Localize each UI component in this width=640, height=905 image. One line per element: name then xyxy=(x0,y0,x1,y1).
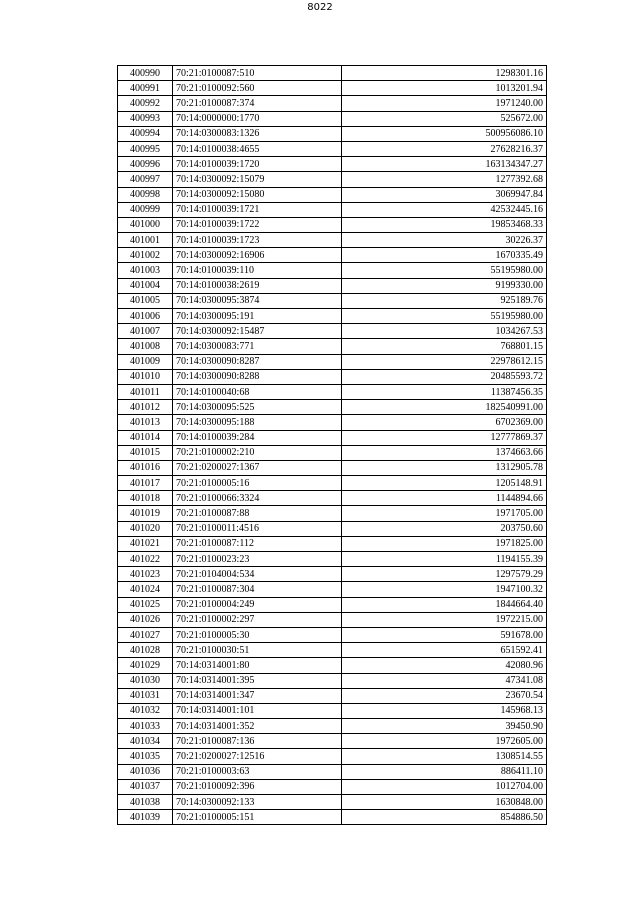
value-cell: 1194155.39 xyxy=(342,552,547,567)
table-row xyxy=(118,703,547,718)
cadastral-number-cell: 70:21:0100005:16 xyxy=(173,476,342,491)
cadastral-number-cell: 70:14:0314001:395 xyxy=(173,673,342,688)
cadastral-number-cell: 70:14:0100038:4655 xyxy=(173,141,342,156)
value-cell: 11387456.35 xyxy=(342,384,547,399)
value-cell: 1312905.78 xyxy=(342,460,547,475)
table-row xyxy=(118,445,547,460)
cadastral-number-cell: 70:21:0100087:88 xyxy=(173,506,342,521)
cadastral-number-cell: 70:14:0100039:1722 xyxy=(173,217,342,232)
row-id-cell: 401004 xyxy=(118,278,173,293)
table-row xyxy=(118,460,547,475)
value-cell: 1972605.00 xyxy=(342,734,547,749)
table-row xyxy=(118,157,547,172)
table-row xyxy=(118,400,547,415)
row-id-cell: 401035 xyxy=(118,749,173,764)
table-row xyxy=(118,187,547,202)
row-id-cell: 401005 xyxy=(118,293,173,308)
row-id-cell: 401026 xyxy=(118,612,173,627)
row-id-cell: 401013 xyxy=(118,415,173,430)
table-row xyxy=(118,506,547,521)
cadastral-number-cell: 70:21:0100087:136 xyxy=(173,734,342,749)
value-cell: 1374663.66 xyxy=(342,445,547,460)
row-id-cell: 400992 xyxy=(118,96,173,111)
row-id-cell: 401025 xyxy=(118,597,173,612)
value-cell: 1972215.00 xyxy=(342,612,547,627)
cadastral-number-cell: 70:14:0100039:1721 xyxy=(173,202,342,217)
cadastral-number-cell: 70:21:0100005:30 xyxy=(173,627,342,642)
row-id-cell: 400999 xyxy=(118,202,173,217)
cadastral-number-cell: 70:14:0300092:15487 xyxy=(173,324,342,339)
row-id-cell: 401039 xyxy=(118,810,173,825)
table-row xyxy=(118,597,547,612)
row-id-cell: 401017 xyxy=(118,476,173,491)
table-row xyxy=(118,354,547,369)
value-cell: 27628216.37 xyxy=(342,141,547,156)
table-row xyxy=(118,719,547,734)
table-row xyxy=(118,81,547,96)
cadastral-number-cell: 70:14:0300095:191 xyxy=(173,309,342,324)
value-cell: 9199330.00 xyxy=(342,278,547,293)
table-row xyxy=(118,339,547,354)
value-cell: 30226.37 xyxy=(342,233,547,248)
value-cell: 203750.60 xyxy=(342,521,547,536)
row-id-cell: 401016 xyxy=(118,460,173,475)
table-row xyxy=(118,795,547,810)
cadastral-number-cell: 70:14:0100039:1720 xyxy=(173,157,342,172)
row-id-cell: 401021 xyxy=(118,536,173,551)
value-cell: 768801.15 xyxy=(342,339,547,354)
table-row xyxy=(118,263,547,278)
row-id-cell: 401010 xyxy=(118,369,173,384)
cadastral-number-cell: 70:21:0100002:297 xyxy=(173,612,342,627)
cadastral-number-cell: 70:21:0100092:396 xyxy=(173,779,342,794)
row-id-cell: 401011 xyxy=(118,384,173,399)
row-id-cell: 401019 xyxy=(118,506,173,521)
value-cell: 525672.00 xyxy=(342,111,547,126)
cadastral-number-cell: 70:14:0100039:284 xyxy=(173,430,342,445)
cadastral-number-cell: 70:14:0100038:2619 xyxy=(173,278,342,293)
row-id-cell: 401027 xyxy=(118,627,173,642)
row-id-cell: 400994 xyxy=(118,126,173,141)
cadastral-number-cell: 70:21:0200027:12516 xyxy=(173,749,342,764)
table-row xyxy=(118,384,547,399)
table-row xyxy=(118,309,547,324)
table-row xyxy=(118,293,547,308)
table-row xyxy=(118,627,547,642)
cadastral-number-cell: 70:14:0314001:347 xyxy=(173,688,342,703)
cadastral-number-cell: 70:21:0104004:534 xyxy=(173,567,342,582)
table-row xyxy=(118,673,547,688)
table-row xyxy=(118,202,547,217)
table-row xyxy=(118,810,547,825)
value-cell: 3069947.84 xyxy=(342,187,547,202)
cadastral-number-cell: 70:14:0100039:1723 xyxy=(173,233,342,248)
table-row xyxy=(118,126,547,141)
value-cell: 1971240.00 xyxy=(342,96,547,111)
row-id-cell: 401008 xyxy=(118,339,173,354)
row-id-cell: 401023 xyxy=(118,567,173,582)
cadastral-number-cell: 70:21:0100011:4516 xyxy=(173,521,342,536)
value-cell: 55195980.00 xyxy=(342,263,547,278)
row-id-cell: 401028 xyxy=(118,643,173,658)
row-id-cell: 401038 xyxy=(118,795,173,810)
table-row xyxy=(118,734,547,749)
value-cell: 6702369.00 xyxy=(342,415,547,430)
table-body xyxy=(118,66,547,825)
value-cell: 20485593.72 xyxy=(342,369,547,384)
value-cell: 1012704.00 xyxy=(342,779,547,794)
cadastral-number-cell: 70:14:0000000:1770 xyxy=(173,111,342,126)
value-cell: 854886.50 xyxy=(342,810,547,825)
table-row xyxy=(118,658,547,673)
cadastral-number-cell: 70:14:0100040:68 xyxy=(173,384,342,399)
table-row xyxy=(118,476,547,491)
row-id-cell: 401014 xyxy=(118,430,173,445)
value-cell: 22978612.15 xyxy=(342,354,547,369)
row-id-cell: 401037 xyxy=(118,779,173,794)
row-id-cell: 401033 xyxy=(118,719,173,734)
row-id-cell: 401022 xyxy=(118,552,173,567)
value-cell: 651592.41 xyxy=(342,643,547,658)
cadastral-number-cell: 70:21:0100087:304 xyxy=(173,582,342,597)
cadastral-number-cell: 70:21:0100030:51 xyxy=(173,643,342,658)
row-id-cell: 400993 xyxy=(118,111,173,126)
cadastral-number-cell: 70:21:0100087:510 xyxy=(173,66,342,81)
row-id-cell: 401012 xyxy=(118,400,173,415)
table-row xyxy=(118,643,547,658)
cadastral-number-cell: 70:14:0300092:15079 xyxy=(173,172,342,187)
value-cell: 23670.54 xyxy=(342,688,547,703)
table-row xyxy=(118,66,547,81)
cadastral-number-cell: 70:21:0100003:63 xyxy=(173,764,342,779)
table-row xyxy=(118,96,547,111)
table-row xyxy=(118,764,547,779)
table-row xyxy=(118,567,547,582)
cadastral-number-cell: 70:14:0300083:1326 xyxy=(173,126,342,141)
value-cell: 42080.96 xyxy=(342,658,547,673)
table-row xyxy=(118,536,547,551)
table-row xyxy=(118,324,547,339)
cadastral-number-cell: 70:14:0314001:80 xyxy=(173,658,342,673)
cadastral-number-cell: 70:14:0300090:8288 xyxy=(173,369,342,384)
table-row xyxy=(118,779,547,794)
value-cell: 1670335.49 xyxy=(342,248,547,263)
row-id-cell: 401020 xyxy=(118,521,173,536)
row-id-cell: 401029 xyxy=(118,658,173,673)
value-cell: 1630848.00 xyxy=(342,795,547,810)
value-cell: 1971705.00 xyxy=(342,506,547,521)
row-id-cell: 401015 xyxy=(118,445,173,460)
table-row xyxy=(118,749,547,764)
value-cell: 145968.13 xyxy=(342,703,547,718)
table-row xyxy=(118,552,547,567)
row-id-cell: 401018 xyxy=(118,491,173,506)
row-id-cell: 401000 xyxy=(118,217,173,232)
table-row xyxy=(118,521,547,536)
row-id-cell: 401007 xyxy=(118,324,173,339)
value-cell: 1013201.94 xyxy=(342,81,547,96)
value-cell: 1844664.40 xyxy=(342,597,547,612)
table-row xyxy=(118,248,547,263)
cadastral-number-cell: 70:21:0100087:112 xyxy=(173,536,342,551)
data-table xyxy=(117,65,547,825)
value-cell: 12777869.37 xyxy=(342,430,547,445)
row-id-cell: 401006 xyxy=(118,309,173,324)
value-cell: 1308514.55 xyxy=(342,749,547,764)
value-cell: 19853468.33 xyxy=(342,217,547,232)
cadastral-number-cell: 70:21:0100023:23 xyxy=(173,552,342,567)
value-cell: 1277392.68 xyxy=(342,172,547,187)
table-row xyxy=(118,415,547,430)
cadastral-number-cell: 70:14:0300095:188 xyxy=(173,415,342,430)
row-id-cell: 401024 xyxy=(118,582,173,597)
row-id-cell: 401001 xyxy=(118,233,173,248)
row-id-cell: 401036 xyxy=(118,764,173,779)
row-id-cell: 400997 xyxy=(118,172,173,187)
cadastral-number-cell: 70:21:0100005:151 xyxy=(173,810,342,825)
cadastral-number-cell: 70:14:0300095:525 xyxy=(173,400,342,415)
row-id-cell: 401030 xyxy=(118,673,173,688)
row-id-cell: 400996 xyxy=(118,157,173,172)
row-id-cell: 401009 xyxy=(118,354,173,369)
value-cell: 1971825.00 xyxy=(342,536,547,551)
table-row xyxy=(118,430,547,445)
row-id-cell: 400991 xyxy=(118,81,173,96)
value-cell: 925189.76 xyxy=(342,293,547,308)
table-row xyxy=(118,688,547,703)
cadastral-number-cell: 70:21:0100092:560 xyxy=(173,81,342,96)
table-row xyxy=(118,172,547,187)
cadastral-number-cell: 70:14:0314001:352 xyxy=(173,719,342,734)
table-row xyxy=(118,141,547,156)
cadastral-number-cell: 70:21:0100087:374 xyxy=(173,96,342,111)
value-cell: 182540991.00 xyxy=(342,400,547,415)
row-id-cell: 400995 xyxy=(118,141,173,156)
value-cell: 1947100.32 xyxy=(342,582,547,597)
row-id-cell: 401034 xyxy=(118,734,173,749)
row-id-cell: 401031 xyxy=(118,688,173,703)
cadastral-number-cell: 70:21:0200027:1367 xyxy=(173,460,342,475)
value-cell: 47341.08 xyxy=(342,673,547,688)
cadastral-number-cell: 70:14:0300083:771 xyxy=(173,339,342,354)
value-cell: 163134347.27 xyxy=(342,157,547,172)
cadastral-number-cell: 70:14:0100039:110 xyxy=(173,263,342,278)
value-cell: 55195980.00 xyxy=(342,309,547,324)
value-cell: 1205148.91 xyxy=(342,476,547,491)
cadastral-number-cell: 70:14:0300092:133 xyxy=(173,795,342,810)
table-row xyxy=(118,111,547,126)
cadastral-number-cell: 70:14:0300092:16906 xyxy=(173,248,342,263)
table-row xyxy=(118,491,547,506)
value-cell: 42532445.16 xyxy=(342,202,547,217)
value-cell: 1034267.53 xyxy=(342,324,547,339)
table-row xyxy=(118,582,547,597)
value-cell: 1297579.29 xyxy=(342,567,547,582)
row-id-cell: 400990 xyxy=(118,66,173,81)
cadastral-number-cell: 70:21:0100066:3324 xyxy=(173,491,342,506)
value-cell: 591678.00 xyxy=(342,627,547,642)
cadastral-number-cell: 70:14:0300090:8287 xyxy=(173,354,342,369)
row-id-cell: 401002 xyxy=(118,248,173,263)
value-cell: 886411.10 xyxy=(342,764,547,779)
row-id-cell: 401032 xyxy=(118,703,173,718)
row-id-cell: 401003 xyxy=(118,263,173,278)
cadastral-number-cell: 70:14:0300095:3874 xyxy=(173,293,342,308)
table-row xyxy=(118,278,547,293)
table-row xyxy=(118,233,547,248)
value-cell: 1144894.66 xyxy=(342,491,547,506)
cadastral-number-cell: 70:14:0314001:101 xyxy=(173,703,342,718)
page-number: 8022 xyxy=(307,2,333,13)
value-cell: 39450.90 xyxy=(342,719,547,734)
row-id-cell: 400998 xyxy=(118,187,173,202)
table-row xyxy=(118,612,547,627)
table-row xyxy=(118,369,547,384)
cadastral-number-cell: 70:21:0100004:249 xyxy=(173,597,342,612)
value-cell: 500956086.10 xyxy=(342,126,547,141)
table-row xyxy=(118,217,547,232)
cadastral-number-cell: 70:21:0100002:210 xyxy=(173,445,342,460)
value-cell: 1298301.16 xyxy=(342,66,547,81)
cadastral-number-cell: 70:14:0300092:15080 xyxy=(173,187,342,202)
